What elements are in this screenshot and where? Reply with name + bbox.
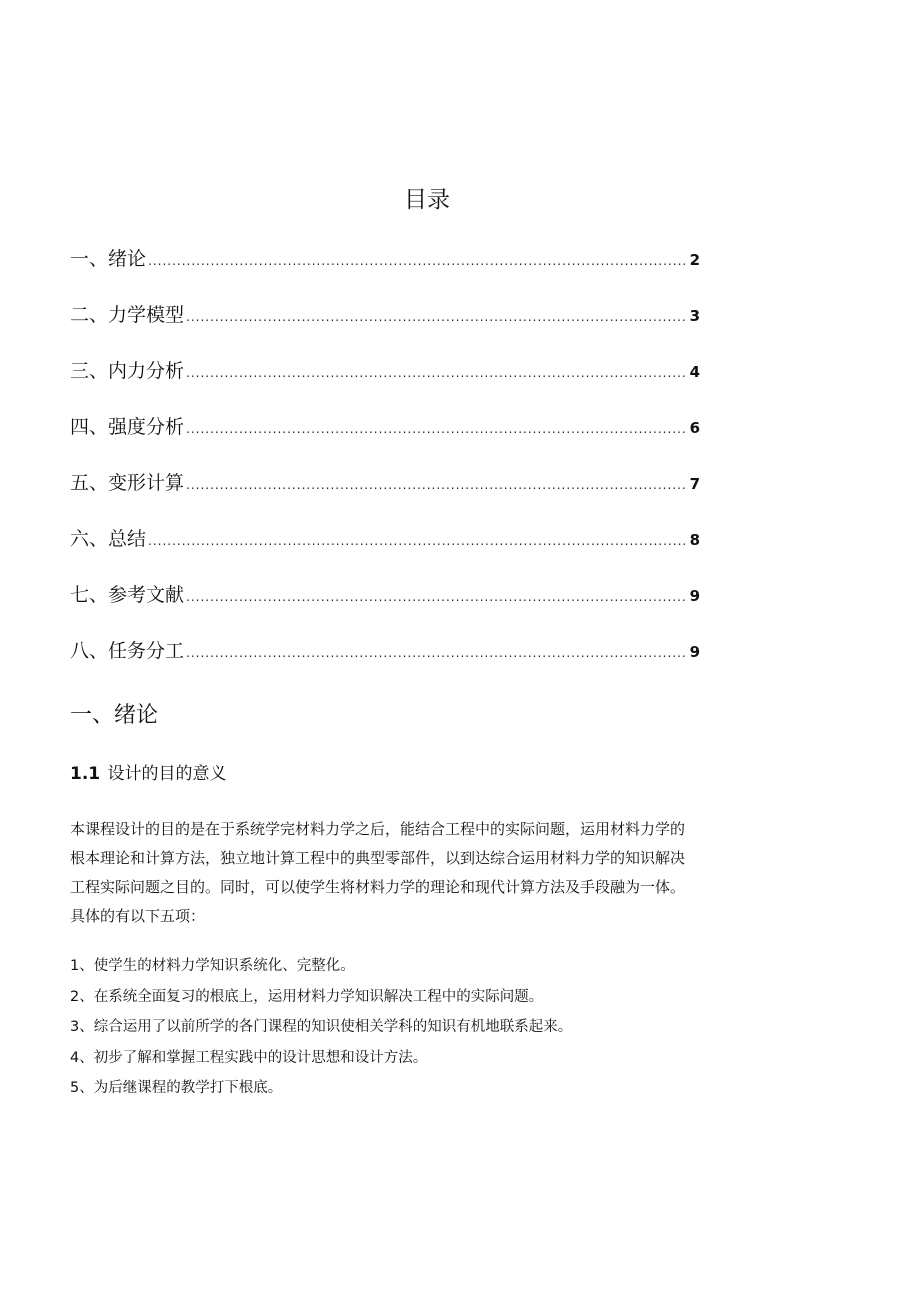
- list-item: 5、为后继课程的教学打下根底。: [70, 1080, 283, 1096]
- subsection-heading: [70, 759, 227, 789]
- toc-entry-page-number: 8: [689, 531, 700, 549]
- toc-dot-leader: [186, 299, 688, 335]
- toc-entry-label: 二、力学模型: [70, 304, 185, 326]
- toc-entry[interactable]: [70, 521, 700, 577]
- toc-dot-leader: [186, 467, 688, 503]
- toc-entry-label: 五、变形计算: [70, 472, 185, 494]
- subsection-number: 1.1: [70, 764, 101, 784]
- toc-entry-page-number: 9: [689, 587, 700, 605]
- list-item: 2、在系统全面复习的根底上，运用材料力学知识解决工程中的实际问题。: [70, 988, 544, 1005]
- toc-dot-leader: [186, 579, 688, 615]
- paragraph-line: 工程实际问题之目的。同时，可以使学生将材料力学的理论和现代计算方法及手段融为一体。: [70, 878, 686, 896]
- toc-entry-label: 四、强度分析: [70, 416, 185, 438]
- toc-entry[interactable]: [70, 297, 700, 353]
- subsection-title: 设计的目的意义: [107, 764, 227, 784]
- body-paragraph: [70, 815, 790, 931]
- section-heading: 一、绪论: [70, 703, 159, 728]
- toc-entry[interactable]: [70, 353, 700, 409]
- toc-entry-label: 七、参考文献: [70, 584, 185, 606]
- toc-entry-page-number: 3: [689, 307, 700, 325]
- toc-entry-label: 一、绪论: [70, 248, 147, 270]
- paragraph-line: 本课程设计的目的是在于系统学完材料力学之后，能结合工程中的实际问题，运用材料力学的: [70, 820, 686, 838]
- toc-dot-leader: [186, 635, 688, 671]
- toc-entry-label: 三、内力分析: [70, 360, 185, 382]
- toc-entry[interactable]: [70, 409, 700, 465]
- toc-entry-page-number: 7: [689, 475, 700, 493]
- toc-entry-page-number: 4: [689, 363, 700, 381]
- paragraph-line: 具体的有以下五项：: [70, 907, 206, 925]
- list-item: 4、初步了解和掌握工程实践中的设计思想和设计方法。: [70, 1049, 428, 1066]
- toc-entry-page-number: 6: [689, 419, 700, 437]
- toc-entry[interactable]: [70, 577, 700, 633]
- toc-dot-leader: [148, 243, 688, 279]
- toc-dot-leader: [148, 523, 688, 559]
- goals-list: [70, 951, 572, 1104]
- toc-title: 目录: [404, 187, 450, 213]
- toc-entry[interactable]: [70, 465, 700, 521]
- toc-entry-page-number: 9: [689, 643, 700, 661]
- paragraph-line: 根本理论和计算方法，独立地计算工程中的典型零部件，以到达综合运用材料力学的知识解决: [70, 849, 686, 867]
- toc-entry-page-number: 2: [689, 251, 700, 269]
- toc-dot-leader: [186, 411, 688, 447]
- table-of-contents: [70, 241, 700, 689]
- toc-entry[interactable]: [70, 633, 700, 689]
- toc-dot-leader: [186, 355, 688, 391]
- list-item: 3、综合运用了以前所学的各门课程的知识使相关学科的知识有机地联系起来。: [70, 1019, 573, 1035]
- toc-entry[interactable]: [70, 241, 700, 297]
- toc-entry-label: 六、总结: [70, 528, 147, 550]
- toc-entry-label: 八、任务分工: [70, 640, 185, 662]
- list-item: 1、使学生的材料力学知识系统化、完整化。: [70, 958, 355, 974]
